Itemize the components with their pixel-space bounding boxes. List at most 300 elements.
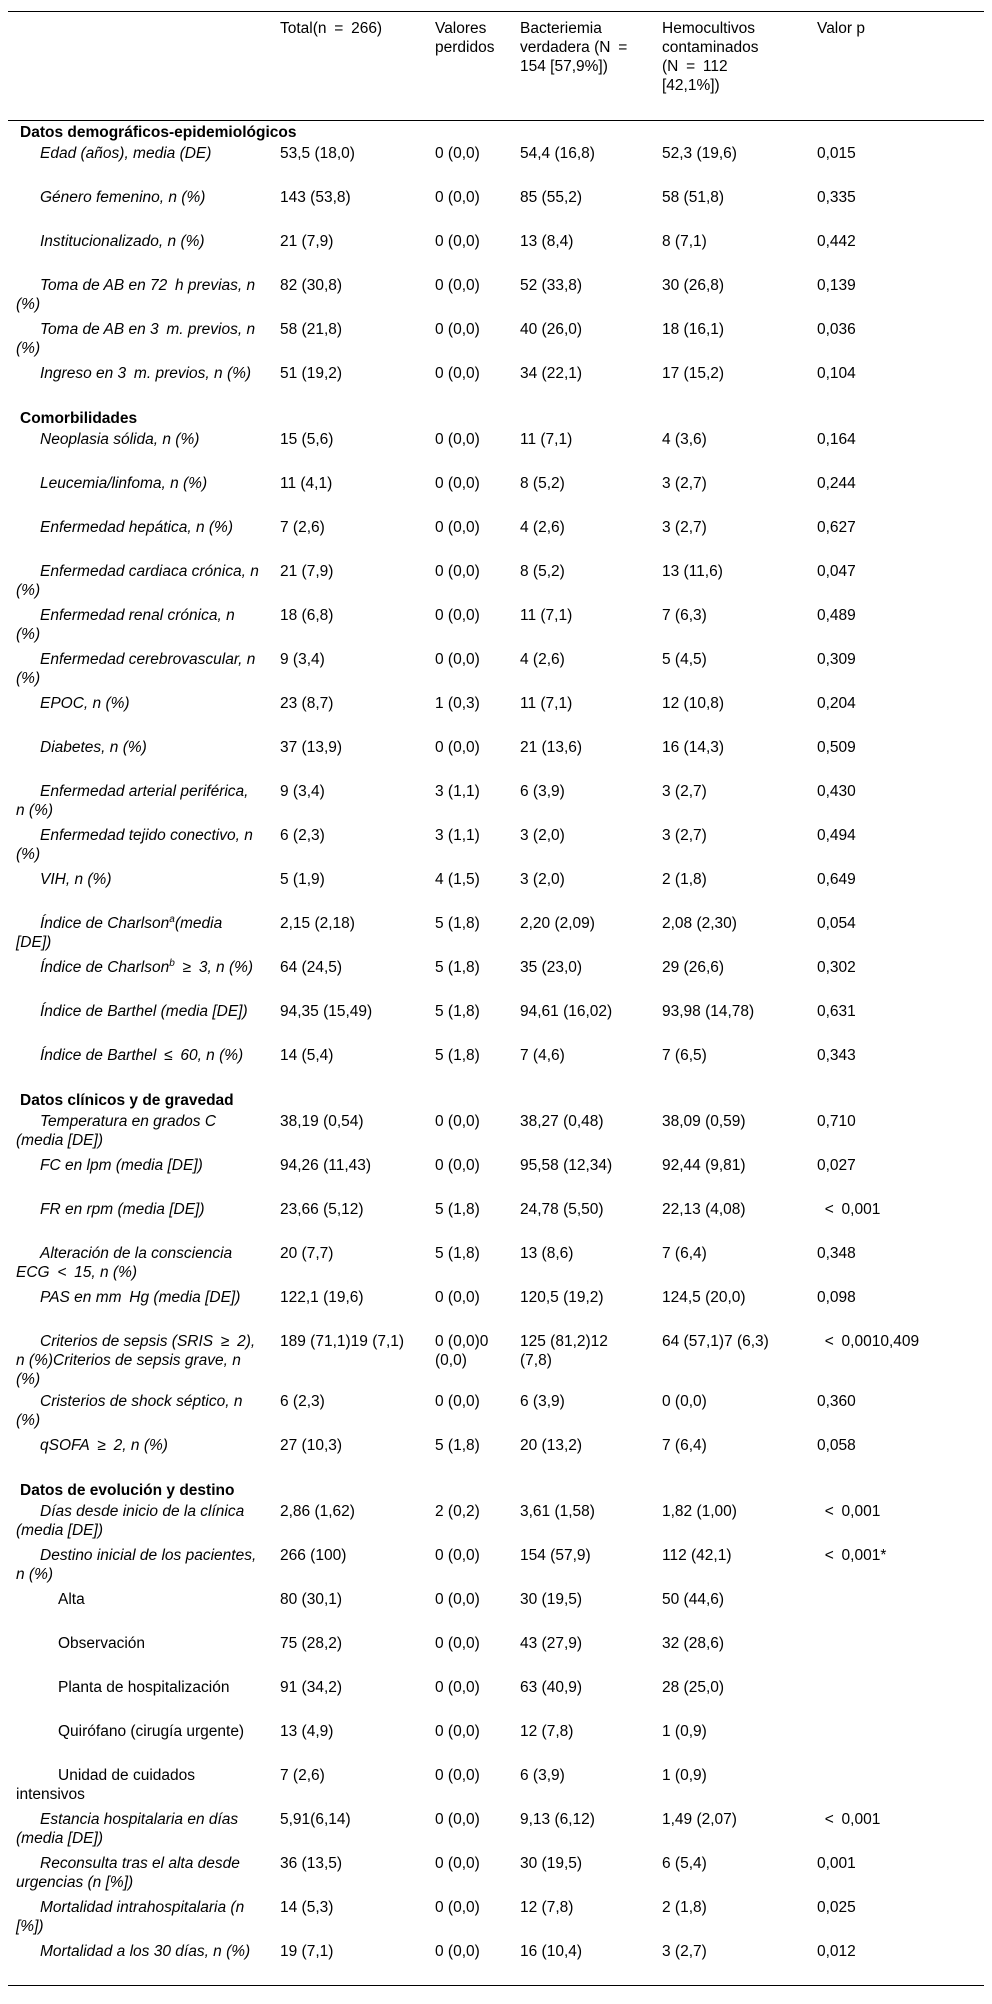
- cell-total: 143 (53,8): [280, 189, 351, 206]
- cell-missing: 0 (0,0): [435, 145, 480, 162]
- cell-total: 18 (6,8): [280, 607, 334, 624]
- cell-p-value: 0,649: [817, 871, 856, 888]
- cell-total: 7 (2,6): [280, 519, 325, 536]
- cell-contaminated: 92,44 (9,81): [662, 1157, 746, 1174]
- cell-contaminated: 6 (5,4): [662, 1855, 707, 1872]
- cell-missing: 0 (0,0): [435, 1679, 480, 1696]
- table-row: [8, 363, 984, 407]
- cell-missing: 0 (0,0): [435, 1289, 480, 1306]
- cell-true-bacteremia: 3,61 (1,58): [520, 1503, 595, 1520]
- cell-true-bacteremia: 95,58 (12,34): [520, 1157, 613, 1174]
- row-label-text: Enfermedad renal crónica, n (%): [16, 607, 240, 643]
- row-label: [16, 1590, 261, 1609]
- cell-true-bacteremia: 11 (7,1): [520, 607, 573, 624]
- cell-contaminated: 38,09 (0,59): [662, 1113, 746, 1130]
- row-label-text: Estancia hospitalaria en días (media [DE]): [16, 1811, 243, 1847]
- row-label-text: Índice de Charlson: [40, 959, 170, 976]
- table-row: [8, 1243, 984, 1287]
- cell-missing: 3 (1,1): [435, 783, 480, 800]
- cell-p-value: < 0,001: [817, 1503, 881, 1520]
- cell-missing: 0 (0,0): [435, 431, 480, 448]
- cell-true-bacteremia: 154 (57,9): [520, 1547, 591, 1564]
- row-label: [16, 870, 261, 889]
- row-label-text: Enfermedad hepática, n (%): [40, 519, 233, 536]
- cell-contaminated: 0 (0,0): [662, 1393, 707, 1410]
- table-row: [8, 473, 984, 517]
- table-row: [8, 693, 984, 737]
- cell-contaminated: 2 (1,8): [662, 871, 707, 888]
- cell-true-bacteremia: 43 (27,9): [520, 1635, 583, 1652]
- row-label: [16, 914, 261, 952]
- cell-p-value: 0,710: [817, 1113, 856, 1130]
- cell-true-bacteremia: 13 (8,4): [520, 233, 574, 250]
- row-label: [16, 694, 261, 713]
- cell-contaminated: 12 (10,8): [662, 695, 725, 712]
- cell-true-bacteremia: 35 (23,0): [520, 959, 583, 976]
- cell-missing: 0 (0,0): [435, 233, 480, 250]
- row-label: [16, 430, 261, 449]
- cell-total: 27 (10,3): [280, 1437, 343, 1454]
- row-label: [16, 144, 261, 163]
- cell-true-bacteremia: 2,20 (2,09): [520, 915, 595, 932]
- row-label: [16, 1854, 261, 1892]
- row-label: [16, 958, 261, 977]
- cell-total: 23,66 (5,12): [280, 1201, 364, 1218]
- cell-p-value: 0,204: [817, 695, 856, 712]
- cell-missing: 0 (0,0): [435, 1943, 480, 1960]
- table-row: [8, 1853, 984, 1897]
- cell-true-bacteremia: 40 (26,0): [520, 321, 583, 338]
- row-label: [16, 606, 261, 644]
- cell-true-bacteremia: 6 (3,9): [520, 1767, 565, 1784]
- cell-total: 189 (71,1)19 (7,1): [280, 1333, 405, 1350]
- cell-contaminated: 52,3 (19,6): [662, 145, 737, 162]
- cell-contaminated: 3 (2,7): [662, 475, 707, 492]
- row-label: [16, 276, 261, 314]
- cell-true-bacteremia: 9,13 (6,12): [520, 1811, 595, 1828]
- cell-p-value: 0,627: [817, 519, 856, 536]
- cell-missing: 1 (0,3): [435, 695, 480, 712]
- cell-contaminated: 16 (14,3): [662, 739, 725, 756]
- row-label-text: FC en lpm (media [DE]): [40, 1157, 203, 1174]
- header-p-value: Valor p: [817, 20, 865, 37]
- cell-total: 21 (7,9): [280, 563, 334, 580]
- cell-p-value: 0,036: [817, 321, 856, 338]
- cell-total: 20 (7,7): [280, 1245, 334, 1262]
- row-label-text: Índice de Charlson: [40, 915, 170, 932]
- header-contaminated-cultures: Hemocultivos contaminados (N = 112 [42,1%]): [662, 20, 763, 94]
- table-row: [8, 1545, 984, 1589]
- row-label-text: Criterios de sepsis (SRIS ≥ 2), n (%)Criterios de sepsis grave, n (%): [16, 1333, 260, 1388]
- row-label-text: Alta: [58, 1591, 85, 1608]
- footnote-marker: a: [169, 913, 175, 925]
- cell-total: 94,35 (15,49): [280, 1003, 373, 1020]
- row-label: [16, 1332, 261, 1389]
- table-header: [8, 11, 984, 121]
- table-row: [8, 605, 984, 649]
- row-label: [16, 1156, 261, 1175]
- table-row: [8, 1809, 984, 1853]
- header-true-bacteremia: Bacteriemia verdadera (N = 154 [57,9%]): [520, 20, 636, 75]
- cell-p-value: 0,509: [817, 739, 856, 756]
- cell-total: 122,1 (19,6): [280, 1289, 364, 1306]
- cell-contaminated: 3 (2,7): [662, 827, 707, 844]
- cell-total: 13 (4,9): [280, 1723, 334, 1740]
- cell-total: 2,15 (2,18): [280, 915, 355, 932]
- cell-true-bacteremia: 30 (19,5): [520, 1591, 583, 1608]
- row-label-text: VIH, n (%): [40, 871, 112, 888]
- cell-contaminated: 7 (6,4): [662, 1437, 707, 1454]
- cell-contaminated: 7 (6,4): [662, 1245, 707, 1262]
- cell-p-value: 0,058: [817, 1437, 856, 1454]
- row-label: [16, 1112, 261, 1150]
- cell-p-value: 0,025: [817, 1899, 856, 1916]
- cell-total: 53,5 (18,0): [280, 145, 355, 162]
- cell-missing: 0 (0,0): [435, 1157, 480, 1174]
- cell-missing: 5 (1,8): [435, 1201, 480, 1218]
- cell-total: 64 (24,5): [280, 959, 343, 976]
- row-label: [16, 1244, 261, 1282]
- cell-contaminated: 18 (16,1): [662, 321, 725, 338]
- section-heading: Datos clínicos y de gravedad: [20, 1092, 234, 1109]
- table-row: [8, 781, 984, 825]
- row-label: [16, 1942, 261, 1961]
- cell-contaminated: 2,08 (2,30): [662, 915, 737, 932]
- cell-p-value: 0,001: [817, 1855, 856, 1872]
- section-heading: Datos demográficos-epidemiológicos: [20, 124, 297, 141]
- table-row: [8, 649, 984, 693]
- cell-true-bacteremia: 7 (4,6): [520, 1047, 565, 1064]
- cell-missing: 0 (0,0): [435, 277, 480, 294]
- cell-p-value: 0,047: [817, 563, 856, 580]
- row-label: [16, 826, 261, 864]
- cell-true-bacteremia: 94,61 (16,02): [520, 1003, 613, 1020]
- row-label: [16, 1546, 261, 1584]
- row-label-text: Enfermedad tejido conectivo, n (%): [16, 827, 258, 863]
- cell-contaminated: 50 (44,6): [662, 1591, 725, 1608]
- cell-p-value: 0,015: [817, 145, 856, 162]
- cell-contaminated: 93,98 (14,78): [662, 1003, 755, 1020]
- cell-p-value: 0,309: [817, 651, 856, 668]
- cell-p-value: 0,302: [817, 959, 856, 976]
- row-label-text: Destino inicial de los pacientes, n (%): [16, 1547, 261, 1583]
- row-label-text: qSOFA ≥ 2, n (%): [40, 1437, 168, 1454]
- row-label-text: Enfermedad cerebrovascular, n (%): [16, 651, 260, 687]
- cell-total: 2,86 (1,62): [280, 1503, 355, 1520]
- cell-true-bacteremia: 6 (3,9): [520, 783, 565, 800]
- cell-contaminated: 32 (28,6): [662, 1635, 725, 1652]
- cell-total: 75 (28,2): [280, 1635, 343, 1652]
- cell-missing: 5 (1,8): [435, 1437, 480, 1454]
- cell-missing: 5 (1,8): [435, 915, 480, 932]
- row-label-text: Temperatura en grados C (media [DE]): [16, 1113, 221, 1149]
- cell-missing: 0 (0,0): [435, 1635, 480, 1652]
- table-row: [8, 1045, 984, 1089]
- cell-p-value: 0,139: [817, 277, 856, 294]
- cell-p-value: 0,442: [817, 233, 856, 250]
- cell-contaminated: 3 (2,7): [662, 783, 707, 800]
- row-label-text: Alteración de la consciencia ECG < 15, n (%): [16, 1245, 237, 1281]
- row-label-suffix: (media [DE]): [16, 915, 227, 951]
- row-label: [16, 1766, 261, 1804]
- table-row: [8, 1677, 984, 1721]
- table-row: [8, 429, 984, 473]
- row-label: [16, 650, 261, 688]
- row-label-suffix: ≥ 3, n (%): [174, 959, 254, 976]
- row-label-text: Edad (años), media (DE): [40, 145, 212, 162]
- cell-missing: 0 (0,0): [435, 475, 480, 492]
- cell-true-bacteremia: 4 (2,6): [520, 651, 565, 668]
- row-label: [16, 188, 261, 207]
- table-row: [8, 1435, 984, 1479]
- cell-p-value: 0,343: [817, 1047, 856, 1064]
- cell-p-value: < 0,001: [817, 1201, 881, 1218]
- row-label-text: Quirófano (cirugía urgente): [58, 1723, 245, 1740]
- cell-true-bacteremia: 85 (55,2): [520, 189, 583, 206]
- row-label-text: Género femenino, n (%): [40, 189, 206, 206]
- cell-total: 5 (1,9): [280, 871, 325, 888]
- row-label: [16, 1678, 261, 1697]
- row-label: [16, 1288, 261, 1307]
- table-row: [8, 1001, 984, 1045]
- cell-p-value: 0,104: [817, 365, 856, 382]
- row-label-text: Unidad de cuidados intensivos: [16, 1767, 200, 1803]
- cell-contaminated: 7 (6,5): [662, 1047, 707, 1064]
- table-row: [8, 913, 984, 957]
- table-row: [8, 737, 984, 781]
- row-label: [16, 1722, 261, 1741]
- cell-contaminated: 29 (26,6): [662, 959, 725, 976]
- table-row: [8, 187, 984, 231]
- cell-total: 91 (34,2): [280, 1679, 343, 1696]
- cell-p-value: < 0,001: [817, 1811, 881, 1828]
- cell-true-bacteremia: 4 (2,6): [520, 519, 565, 536]
- cell-p-value: 0,098: [817, 1289, 856, 1306]
- cell-missing: 0 (0,0): [435, 1767, 480, 1784]
- table-row: [8, 869, 984, 913]
- row-label: [16, 1634, 261, 1653]
- cell-true-bacteremia: 3 (2,0): [520, 827, 565, 844]
- row-label: [16, 1502, 261, 1540]
- row-label: [16, 364, 261, 383]
- row-label: [16, 562, 264, 600]
- cell-p-value: 0,348: [817, 1245, 856, 1262]
- cell-contaminated: 28 (25,0): [662, 1679, 725, 1696]
- row-label: [16, 518, 261, 537]
- cell-p-value: 0,027: [817, 1157, 856, 1174]
- cell-contaminated: 4 (3,6): [662, 431, 707, 448]
- cell-contaminated: 13 (11,6): [662, 563, 723, 580]
- footnote-marker: b: [169, 957, 175, 969]
- cell-true-bacteremia: 30 (19,5): [520, 1855, 583, 1872]
- cell-true-bacteremia: 21 (13,6): [520, 739, 583, 756]
- table-row: [8, 1633, 984, 1677]
- row-label-text: Ingreso en 3 m. previos, n (%): [40, 365, 252, 382]
- row-label-text: PAS en mm Hg (media [DE]): [40, 1289, 241, 1306]
- cell-total: 58 (21,8): [280, 321, 343, 338]
- cell-p-value: 0,631: [817, 1003, 856, 1020]
- cell-missing: 0 (0,0): [435, 607, 480, 624]
- cell-contaminated: 112 (42,1): [662, 1547, 732, 1564]
- cell-missing: 0 (0,0): [435, 1855, 480, 1872]
- row-label-text: Enfermedad arterial periférica, n (%): [16, 783, 253, 819]
- cell-p-value: 0,244: [817, 475, 856, 492]
- row-label-text: Mortalidad a los 30 días, n (%): [40, 1943, 251, 1960]
- table-row: [8, 1765, 984, 1809]
- table-row: [8, 825, 984, 869]
- table-bottom-rule: [8, 1985, 984, 1986]
- cell-total: 36 (13,5): [280, 1855, 343, 1872]
- cell-missing: 0 (0,0)0 (0,0): [435, 1333, 493, 1369]
- table-row: [8, 1111, 984, 1155]
- cell-contaminated: 1 (0,9): [662, 1767, 707, 1784]
- cell-true-bacteremia: 120,5 (19,2): [520, 1289, 604, 1306]
- row-label: [16, 474, 261, 493]
- cell-total: 14 (5,4): [280, 1047, 334, 1064]
- table-row: [8, 1391, 984, 1435]
- cell-contaminated: 3 (2,7): [662, 1943, 707, 1960]
- row-label: [16, 738, 261, 757]
- table-row: [8, 1331, 984, 1391]
- cell-total: 14 (5,3): [280, 1899, 334, 1916]
- cell-true-bacteremia: 34 (22,1): [520, 365, 583, 382]
- row-label: [16, 320, 261, 358]
- cell-total: 21 (7,9): [280, 233, 334, 250]
- cell-contaminated: 58 (51,8): [662, 189, 725, 206]
- row-label-text: Índice de Barthel (media [DE]): [40, 1003, 248, 1020]
- table-row: [8, 143, 984, 187]
- cell-total: 51 (19,2): [280, 365, 343, 382]
- cell-contaminated: 5 (4,5): [662, 651, 707, 668]
- cell-total: 80 (30,1): [280, 1591, 343, 1608]
- cell-missing: 0 (0,0): [435, 563, 480, 580]
- cell-true-bacteremia: 11 (7,1): [520, 695, 573, 712]
- cell-total: 19 (7,1): [280, 1943, 334, 1960]
- cell-contaminated: 1,82 (1,00): [662, 1503, 737, 1520]
- row-label-text: Días desde inicio de la clínica (media [DE]): [16, 1503, 249, 1539]
- table-row: [8, 1287, 984, 1331]
- cell-total: 6 (2,3): [280, 1393, 325, 1410]
- cell-true-bacteremia: 3 (2,0): [520, 871, 565, 888]
- cell-contaminated: 64 (57,1)7 (6,3): [662, 1333, 769, 1350]
- cell-missing: 0 (0,0): [435, 1393, 480, 1410]
- row-label-text: Mortalidad intrahospitalaria (n [%]): [16, 1899, 249, 1935]
- cell-missing: 0 (0,0): [435, 1723, 480, 1740]
- row-label-text: Leucemia/linfoma, n (%): [40, 475, 208, 492]
- cell-missing: 4 (1,5): [435, 871, 480, 888]
- cell-missing: 0 (0,0): [435, 189, 480, 206]
- cell-p-value: 0,054: [817, 915, 856, 932]
- row-label: [16, 1002, 261, 1021]
- cell-contaminated: 2 (1,8): [662, 1899, 707, 1916]
- cell-true-bacteremia: 54,4 (16,8): [520, 145, 595, 162]
- table-row: [8, 1941, 984, 1985]
- row-label: [16, 1200, 261, 1219]
- cell-missing: 0 (0,0): [435, 1547, 480, 1564]
- cell-contaminated: 1 (0,9): [662, 1723, 707, 1740]
- section-heading-row: [8, 407, 984, 429]
- row-label: [16, 1436, 261, 1455]
- row-label-text: Institucionalizado, n (%): [40, 233, 205, 250]
- cell-true-bacteremia: 20 (13,2): [520, 1437, 583, 1454]
- cell-missing: 5 (1,8): [435, 1245, 480, 1262]
- cell-total: 37 (13,9): [280, 739, 343, 756]
- cell-p-value: < 0,001*: [817, 1547, 887, 1564]
- cell-contaminated: 17 (15,2): [662, 365, 725, 382]
- cell-total: 9 (3,4): [280, 651, 325, 668]
- cell-true-bacteremia: 16 (10,4): [520, 1943, 583, 1960]
- row-label-text: Toma de AB en 3 m. previos, n (%): [16, 321, 260, 357]
- table-row: [8, 517, 984, 561]
- table-row: [8, 561, 984, 605]
- cell-true-bacteremia: 52 (33,8): [520, 277, 583, 294]
- row-label: [16, 782, 261, 820]
- row-label: [16, 232, 261, 251]
- cell-missing: 0 (0,0): [435, 739, 480, 756]
- cell-p-value: 0,360: [817, 1393, 856, 1410]
- row-label-text: Diabetes, n (%): [40, 739, 147, 756]
- cell-total: 9 (3,4): [280, 783, 325, 800]
- row-label: [16, 1392, 261, 1430]
- cell-missing: 0 (0,0): [435, 365, 480, 382]
- row-label-text: Cristerios de shock séptico, n (%): [16, 1393, 247, 1429]
- cell-contaminated: 1,49 (2,07): [662, 1811, 737, 1828]
- row-label-text: FR en rpm (media [DE]): [40, 1201, 205, 1218]
- row-label-text: Neoplasia sólida, n (%): [40, 431, 200, 448]
- cell-contaminated: 30 (26,8): [662, 277, 725, 294]
- cell-total: 23 (8,7): [280, 695, 334, 712]
- row-label-text: Índice de Barthel ≤ 60, n (%): [40, 1047, 244, 1064]
- cell-true-bacteremia: 11 (7,1): [520, 431, 573, 448]
- cell-true-bacteremia: 8 (5,2): [520, 563, 565, 580]
- cell-p-value: 0,430: [817, 783, 856, 800]
- cell-missing: 0 (0,0): [435, 651, 480, 668]
- header-total: Total(n = 266): [280, 20, 383, 37]
- cell-total: 266 (100): [280, 1547, 347, 1564]
- cell-contaminated: 22,13 (4,08): [662, 1201, 746, 1218]
- cell-true-bacteremia: 12 (7,8): [520, 1899, 574, 1916]
- cell-p-value: 0,164: [817, 431, 856, 448]
- row-label-text: Planta de hospitalización: [58, 1679, 230, 1696]
- cell-true-bacteremia: 12 (7,8): [520, 1723, 574, 1740]
- cell-contaminated: 7 (6,3): [662, 607, 707, 624]
- row-label-text: Observación: [58, 1635, 146, 1652]
- cell-p-value: 0,489: [817, 607, 856, 624]
- row-label: [16, 1898, 261, 1936]
- cell-p-value: < 0,0010,409: [817, 1333, 920, 1350]
- table-row: [8, 1721, 984, 1765]
- cell-true-bacteremia: 63 (40,9): [520, 1679, 583, 1696]
- cell-missing: 0 (0,0): [435, 1591, 480, 1608]
- table-row: [8, 1897, 984, 1941]
- cell-total: 15 (5,6): [280, 431, 334, 448]
- cell-contaminated: 3 (2,7): [662, 519, 707, 536]
- cell-true-bacteremia: 8 (5,2): [520, 475, 565, 492]
- cell-total: 94,26 (11,43): [280, 1157, 372, 1174]
- table-row: [8, 231, 984, 275]
- cell-missing: 5 (1,8): [435, 959, 480, 976]
- cell-contaminated: 124,5 (20,0): [662, 1289, 746, 1306]
- table-row: [8, 1199, 984, 1243]
- cell-missing: 2 (0,2): [435, 1503, 480, 1520]
- row-label-text: Enfermedad cardiaca crónica, n (%): [16, 563, 264, 599]
- cell-p-value: 0,335: [817, 189, 856, 206]
- cell-total: 7 (2,6): [280, 1767, 325, 1784]
- section-heading-row: [8, 121, 984, 143]
- section-heading: Datos de evolución y destino: [20, 1482, 235, 1499]
- cell-missing: 0 (0,0): [435, 1899, 480, 1916]
- table-row: [8, 275, 984, 319]
